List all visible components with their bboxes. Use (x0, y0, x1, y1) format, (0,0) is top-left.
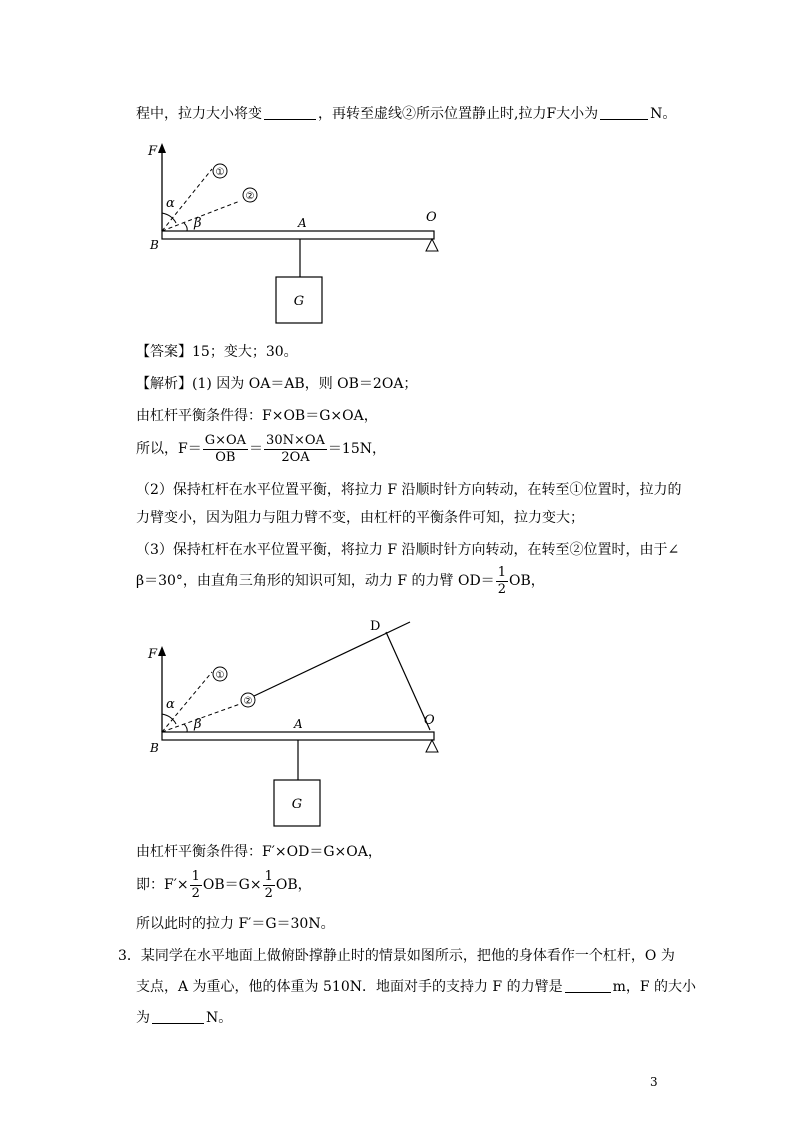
fraction: $\frac{1}{2}$ (497, 564, 506, 597)
equation-line-1: 由杠杆平衡条件得：F×OB＝G×OA， (136, 408, 378, 424)
equation-line-2: 所以，F＝ $\frac{G\times OA}{OB}$ ＝ $\frac{30N\times OA}{2OA}$ ＝15N， (136, 432, 386, 465)
analysis-line-2a: （2）保持杠杆在水平位置平衡，将拉力 F 沿顺时针方向转动，在转至①位置时，拉力的 (136, 482, 682, 498)
label-position-1: ① (215, 167, 225, 178)
question-3-line-2: 支点，A 为重心，他的体重为 510N．地面对手的支持力 F 的力臂是 m，F 的大小 (136, 979, 697, 995)
label-position-2: ② (245, 191, 255, 202)
analysis-line-1: 【解析】(1) 因为 OA＝AB，则 OB＝2OA； (136, 376, 418, 392)
label-beta: β (194, 216, 202, 231)
question-3-line-3: 为 N。 (136, 1010, 233, 1026)
label-A: A (294, 717, 303, 731)
fraction: $\frac{1}{2}$ (191, 868, 200, 901)
label-G: G (291, 797, 303, 812)
label-B: B (150, 741, 159, 755)
fraction: $\frac{1}{2}$ (264, 868, 273, 901)
analysis-line-3b: β＝30°，由直角三角形的知识可知，动力 F 的力臂 OD＝ $\frac{1}{2}$ OB， (136, 564, 545, 597)
page-number: 3 (650, 1075, 658, 1089)
equation-line-5: 所以此时的拉力 F′＝G＝30N。 (136, 916, 335, 932)
answer-blank (565, 978, 611, 993)
label-F: F (148, 647, 158, 662)
answer-blank (600, 105, 648, 120)
equation-line-4: 即：F′× $\frac{1}{2}$ OB＝G× $\frac{1}{2}$ OB， (136, 868, 312, 901)
text-segment: 程中，拉力大小将变 (136, 106, 262, 122)
label-beta: β (194, 717, 202, 732)
question-continuation (136, 104, 676, 124)
lever-diagram-1 (140, 135, 450, 330)
answer-blank (264, 105, 316, 120)
label-O: O (424, 713, 435, 728)
answer-line: 【答案】15；变大；30。 (136, 344, 298, 360)
label-position-1: ① (215, 670, 225, 681)
label-F: F (148, 144, 158, 159)
label-O: O (426, 210, 437, 225)
label-alpha: α (166, 697, 175, 712)
question-3-line-1: 3．某同学在水平地面上做俯卧撑静止时的情景如图所示，把他的身体看作一个杠杆，O 为 (118, 948, 675, 964)
text-segment: N。 (650, 106, 677, 122)
label-D: D (370, 619, 381, 634)
label-alpha: α (166, 196, 175, 211)
label-G: G (293, 294, 305, 309)
fraction: $\frac{G\times OA}{OB}$ (204, 432, 247, 465)
analysis-line-3a: （3）保持杠杆在水平位置平衡，将拉力 F 沿顺时针方向转动，在转至②位置时，由于∠ (136, 542, 680, 558)
answer-blank (152, 1009, 204, 1024)
equation-line-3: 由杠杆平衡条件得：F′×OD＝G×OA， (136, 844, 382, 860)
text-segment: ，再转至虚线②所示位置静止时,拉力F大小为 (318, 106, 599, 122)
label-B: B (150, 238, 159, 252)
label-position-2: ② (243, 696, 253, 707)
analysis-line-2b: 力臂变小，因为阻力与阻力臂不变，由杠杆的平衡条件可知，拉力变大； (136, 510, 584, 526)
lever-diagram-2 (140, 612, 440, 837)
label-A: A (298, 216, 307, 230)
fraction: $\frac{30N\times OA}{2OA}$ (266, 432, 325, 465)
